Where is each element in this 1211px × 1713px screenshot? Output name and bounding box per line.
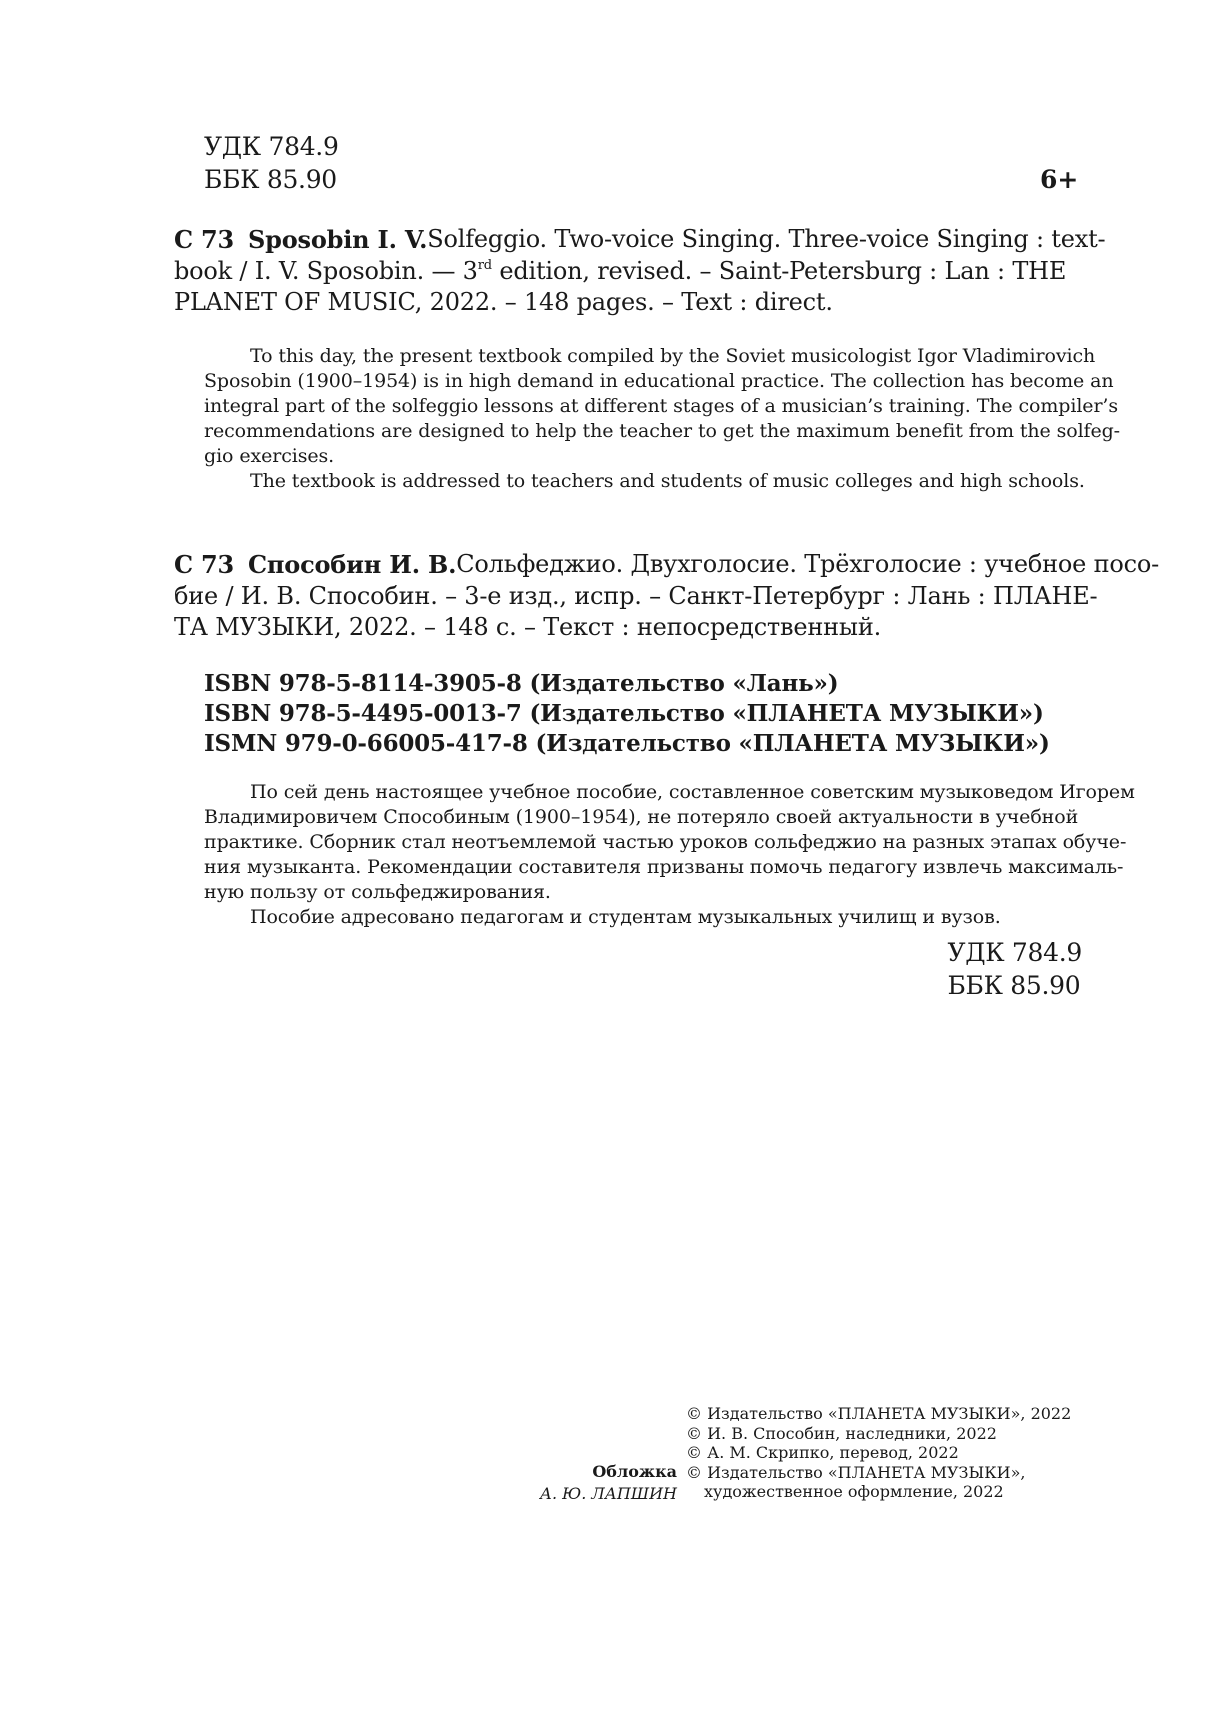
biblio-line [174, 612, 1082, 643]
ordinal-suffix: rd [477, 258, 492, 273]
author-sign: С 73 [174, 225, 235, 254]
isbn-planet: ISBN 978-5-4495-0013-7 (Издательство «ПЛАНЕТА МУЗЫКИ») [204, 700, 1044, 727]
russian-bibliographic-entry [174, 549, 1160, 643]
russian-annotation [204, 780, 1135, 930]
author-sign: С 73 [174, 550, 235, 579]
classification-top [204, 130, 339, 196]
annotation-line: практике. Сборник стал неотъемлемой частью уроков сольфеджио на разных этапах обуче- [204, 831, 1127, 853]
bbk-code: ББК 85.90 [204, 165, 337, 194]
copyright-line: © А. М. Скрипко, перевод, 2022 [686, 1443, 959, 1462]
annotation-line: Владимировичем Способиным (1900–1954), не потеряло своей актуальности в учебной [204, 806, 1079, 828]
annotation-line: ния музыканта. Рекомендации составителя призваны помочь педагогу извлечь максималь- [204, 856, 1124, 878]
copyright-line: © Издательство «ПЛАНЕТА МУЗЫКИ», 2022 [686, 1404, 1072, 1423]
annotation-closing: The textbook is addressed to teachers and students of music colleges and high schools. [250, 470, 1085, 492]
copyright-line: художественное оформление, 2022 [704, 1482, 1004, 1501]
biblio-line [174, 224, 1106, 256]
annotation-line: По сей день настоящее учебное пособие, составленное советским музыковедом Игорем [250, 781, 1135, 803]
annotation-closing: Пособие адресовано педагогам и студентам музыкальных училищ и вузов. [250, 906, 1001, 928]
cover-credit [540, 1461, 677, 1505]
annotation-line: Sposobin (1900–1954) is in high demand in educational practice. The collection has become an [204, 370, 1114, 392]
biblio-text: edition, revised. – Saint-Petersburg : Lan : THE [491, 257, 1067, 285]
biblio-text: book / I. V. Sposobin. — 3 [174, 257, 478, 285]
cover-label: Обложка [592, 1462, 677, 1481]
biblio-text: бие / И. В. Способин. – 3-е изд., испр. – Санкт-Петербург : Лань : ПЛАНЕ- [174, 582, 1098, 610]
isbn-lan: ISBN 978-5-8114-3905-8 (Издательство «Лань») [204, 670, 839, 697]
author-name: Способин И. В. [248, 550, 457, 579]
udk-code: УДК 784.9 [204, 132, 339, 161]
title-text: Solfeggio. Two-voice Singing. Three-voice Singing : text- [427, 225, 1106, 253]
classification-bottom [947, 936, 1082, 1002]
english-annotation [204, 344, 1121, 494]
annotation-line: integral part of the solfeggio lessons at different stages of a musician’s training. The compiler’s [204, 395, 1119, 417]
annotation-line: gio exercises. [204, 445, 335, 467]
author-name: Sposobin I. V. [248, 225, 428, 254]
identifiers-block [204, 669, 1050, 759]
biblio-line [174, 287, 1082, 318]
annotation-line: recommendations are designed to help the teacher to get the maximum benefit from the solfeg- [204, 420, 1121, 442]
copyright-line: © И. В. Способин, наследники, 2022 [686, 1423, 997, 1443]
ismn-planet: ISMN 979-0-66005-417-8 (Издательство «ПЛАНЕТА МУЗЫКИ») [204, 730, 1050, 757]
annotation-line: ную пользу от сольфеджирования. [204, 881, 551, 903]
annotation-line: To this day, the present textbook compiled by the Soviet musicologist Igor Vladimirovich [250, 345, 1096, 367]
biblio-line [174, 549, 1160, 581]
udk-code: УДК 784.9 [947, 938, 1082, 967]
bbk-code: ББК 85.90 [947, 971, 1081, 1000]
age-rating: 6+ [1040, 165, 1079, 194]
biblio-line [174, 581, 1098, 612]
copyright-line: © Издательство «ПЛАНЕТА МУЗЫКИ», [686, 1462, 1026, 1482]
copyright-block [686, 1404, 1071, 1502]
biblio-line [174, 256, 1082, 287]
biblio-text: ТА МУЗЫКИ, 2022. – 148 с. – Текст : непосредственный. [174, 613, 882, 641]
title-text: Сольфеджио. Двухголосие. Трёхголосие : учебное посо- [456, 550, 1160, 578]
cover-artist: А. Ю. ЛАПШИН [539, 1484, 677, 1503]
english-bibliographic-entry [174, 224, 1106, 318]
biblio-text: PLANET OF MUSIC, 2022. – 148 pages. – Text : direct. [174, 288, 833, 316]
